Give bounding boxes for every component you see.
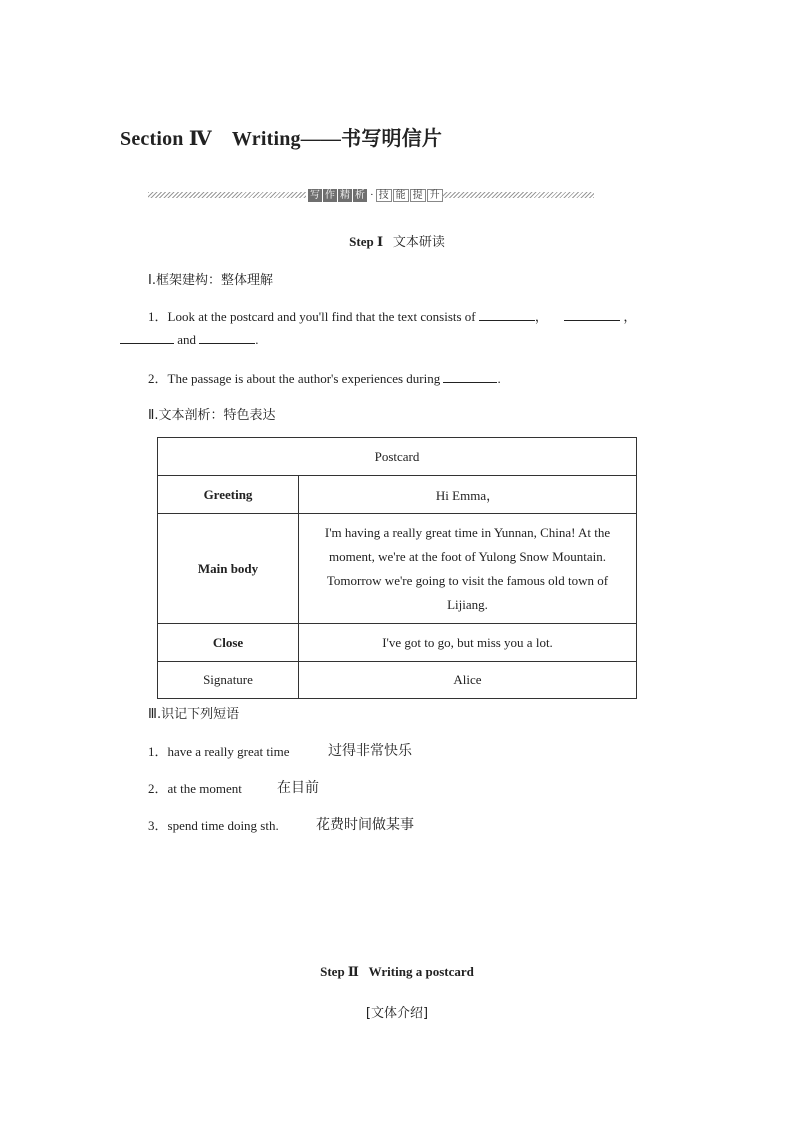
banner-chip: 提: [410, 189, 426, 202]
banner-chip: 写: [310, 189, 320, 201]
row-label: Signature: [158, 662, 299, 699]
row-content: Hi Emma，: [299, 476, 637, 514]
banner-chip: 析: [355, 189, 365, 201]
banner-chip: 技: [376, 189, 392, 202]
period: .: [255, 332, 259, 347]
step1-heading: [0, 231, 794, 250]
step1-label: Step Ⅰ: [349, 234, 384, 249]
banner-hatch-right: [442, 192, 594, 198]
row-label: Close: [158, 624, 299, 662]
phrase-item: [148, 815, 279, 834]
banner-separator: ·: [370, 189, 374, 201]
phrase-english: spend time doing sth.: [167, 818, 279, 833]
question-2: [148, 368, 501, 387]
table-header-row: [158, 438, 637, 476]
phrase-chinese: 过得非常快乐: [328, 743, 412, 759]
table-header: Postcard: [158, 438, 637, 476]
phrase-item: [148, 741, 290, 760]
answer-blank[interactable]: [120, 331, 174, 344]
phrase-item: [148, 778, 242, 797]
row-content: Alice: [299, 662, 637, 699]
intro-label: [文体介绍]: [365, 1006, 429, 1021]
comma: ，: [534, 309, 548, 324]
phrase-english: have a really great time: [167, 744, 290, 759]
phrase-number: 1．: [148, 744, 168, 759]
table-row: [158, 476, 637, 514]
section-banner: [148, 188, 594, 202]
step2-heading: [0, 964, 794, 980]
postcard-table: [157, 437, 637, 699]
question-2-text: 2．The passage is about the author's experiences during: [148, 371, 441, 386]
question-1-line2: [120, 331, 259, 348]
step2-label: Step Ⅱ: [320, 964, 359, 979]
table-row: [158, 514, 637, 624]
answer-blank[interactable]: [564, 308, 620, 321]
phrase-chinese: 花费时间做某事: [316, 817, 414, 833]
answer-blank[interactable]: [443, 370, 497, 383]
answer-blank[interactable]: [199, 331, 255, 344]
banner-chips: [308, 188, 444, 202]
row-content: I'm having a really great time in Yunnan, China! At the moment, we're at the foot of Yulong Snow Mountain. Tomorrow we're going to visit the famous old town of Lijiang.: [299, 514, 637, 624]
answer-blank[interactable]: [479, 308, 535, 321]
comma: ，: [623, 309, 637, 324]
phrase-number: 3．: [148, 818, 168, 833]
part2-heading: Ⅱ.文本剖析：特色表达: [148, 408, 276, 423]
step1-title: 文本研读: [392, 235, 445, 250]
table-row: [158, 624, 637, 662]
part1-heading: Ⅰ.框架建构：整体理解: [148, 273, 273, 288]
and-text: and: [177, 332, 197, 347]
row-label: Greeting: [158, 476, 299, 514]
question-1-text: 1．Look at the postcard and you'll find that the text consists of: [148, 309, 476, 324]
banner-hatch-left: [148, 192, 306, 198]
banner-chip: 升: [427, 189, 443, 202]
phrase-english: at the moment: [167, 781, 242, 796]
phrase-number: 2．: [148, 781, 168, 796]
row-content: I've got to go, but miss you a lot.: [299, 624, 637, 662]
period: .: [497, 371, 501, 386]
banner-chip: 精: [340, 189, 350, 201]
banner-chip: 作: [325, 189, 335, 201]
phrase-chinese: 在目前: [277, 780, 319, 796]
section-title: Section Ⅳ Writing——书写明信片: [120, 128, 443, 150]
question-1-line1: [148, 306, 636, 325]
part3-heading: Ⅲ.识记下列短语: [148, 707, 240, 722]
table-row: [158, 662, 637, 699]
step2-title: Writing a postcard: [368, 964, 474, 979]
banner-chip: 能: [393, 189, 409, 202]
row-label: Main body: [158, 514, 299, 624]
